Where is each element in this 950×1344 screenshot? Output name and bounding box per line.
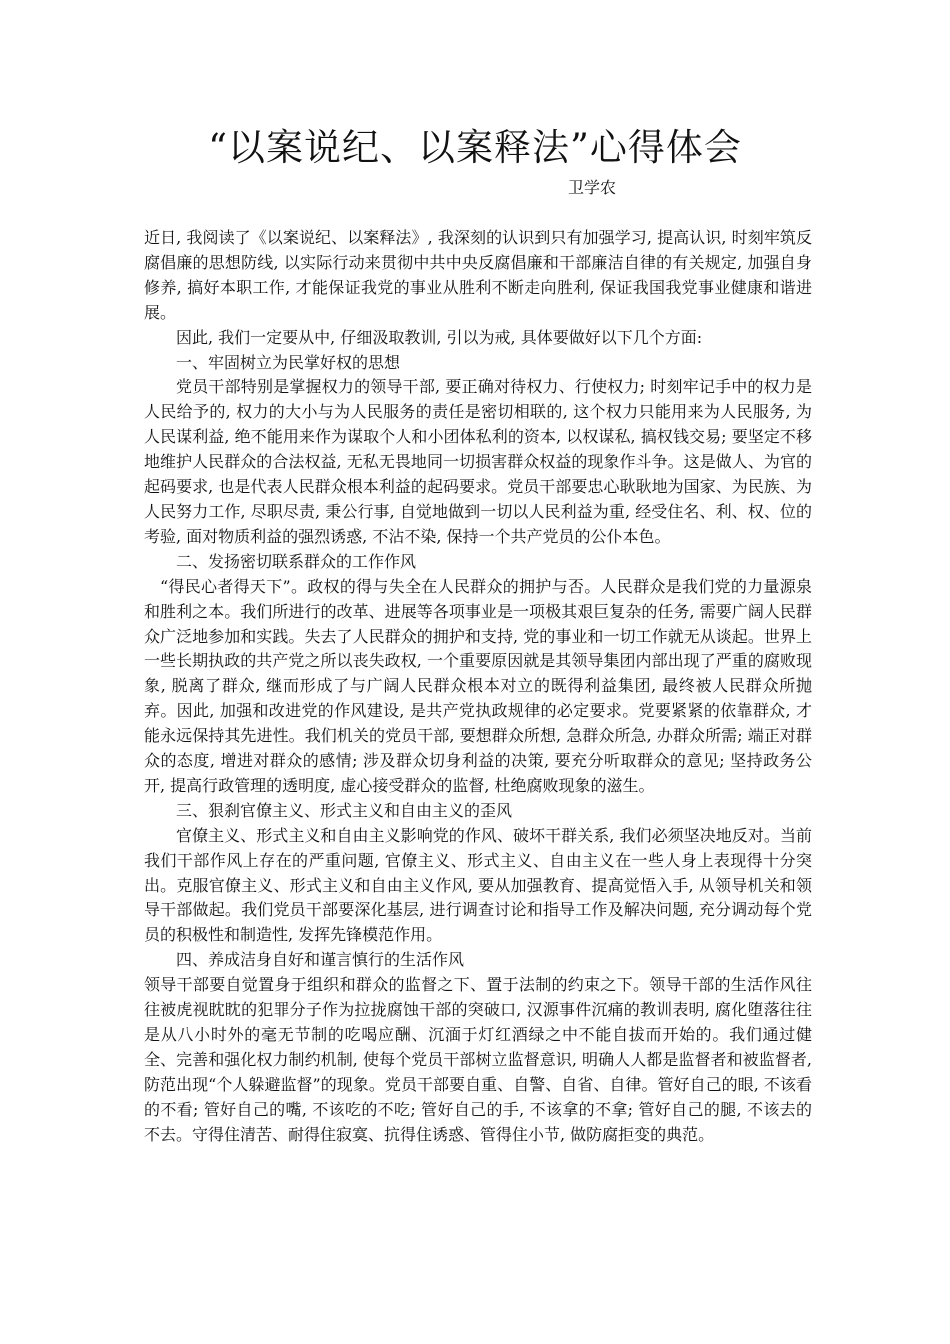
paragraph-section-3: 官僚主义、形式主义和自由主义影响党的作风、破坏干群关系, 我们必须坚决地反对。当前我们干部作风上存在的严重问题, 官僚主义、形式主义、自由主义在一些人身上表现得十分突出。克服官僚主义、形式主义和自由主义作风, 要从加强教育、提高觉悟入手, 从领导机关和领导干部做起。我们党员干部要深化基层, 进行调查讨论和指导工作及解决问题, 充分调动每个党员的积极性和制造性, 发挥先锋模范作用。 xyxy=(144,825,812,945)
paragraph-intro: 近日, 我阅读了《以案说纪、以案释法》, 我深刻的认识到只有加强学习, 提高认识, 时刻牢筑反腐倡廉的思想防线, 以实际行动来贯彻中共中央反腐倡廉和干部廉洁自律的有关规定, 加强自身修养, 搞好本职工作, 才能保证我党的事业从胜利不断走向胜利, 保证我国我党事业健康和谐进展。 xyxy=(144,228,812,322)
paragraph-section-1: 党员干部特别是掌握权力的领导干部, 要正确对待权力、行使权力; 时刻牢记手中的权力是人民给予的, 权力的大小与为人民服务的责任是密切相联的, 这个权力只能用来为人民服务, 为人民谋利益, 绝不能用来作为谋取个人和小团体私利的资本, 以权谋私, 搞权钱交易; 要坚定不移地维护人民群众的合法权益, 无私无畏地同一切损害群众权益的现象作斗争。这是做人、为官的起码要求, 也是代表人民群众根本利益的起码要求。党员干部要忠心耿耿地为国家、为民族、为人民努力工作, 尽职尽责, 秉公行事, 自觉地做到一切以人民利益为重, 经受住名、利、权、位的考验, 面对物质利益的强烈诱惑, 不沾不染, 保持一个共产党员的公仆本色。 xyxy=(144,377,812,546)
section-heading-4: 四、养成洁身自好和谨言慎行的生活作风 xyxy=(176,950,465,970)
paragraph-lead: 因此, 我们一定要从中, 仔细汲取教训, 引以为戒, 具体要做好以下几个方面: xyxy=(176,327,703,347)
section-heading-2: 二、发扬密切联系群众的工作作风 xyxy=(176,551,417,571)
paragraph-section-4: 领导干部要自觉置身于组织和群众的监督之下、置于法制的约束之下。领导干部的生活作风往往被虎视眈眈的犯罪分子作为拉拢腐蚀干部的突破口, 汉源事件沉痛的教训表明, 腐化堕落往往是从八小时外的毫无节制的吃喝应酬、沉湎于灯红酒绿之中不能自拔而开始的。我们通过健全、完善和强化权力制约机制, 使每个党员干部树立监督意识, 明确人人都是监督者和被监督者, 防范出现“个人躲避监督”的现象。党员干部要自重、自警、自省、自律。管好自己的眼, 不该看的不看; 管好自己的嘴, 不该吃的不吃; 管好自己的手, 不该拿的不拿; 管好自己的腿, 不该去的不去。守得住清苦、耐得住寂寞、抗得住诱惑、管得住小节, 做防腐拒变的典范。 xyxy=(144,975,812,1144)
document-author: 卫学农 xyxy=(568,178,617,197)
paragraph-section-2: “得民心者得天下”。政权的得与失全在人民群众的拥护与否。人民群众是我们党的力量源泉和胜利之本。我们所进行的改革、进展等各项事业是一项极其艰巨复杂的任务, 需要广阔人民群众广泛地参加和实践。失去了人民群众的拥护和支持, 党的事业和一切工作就无从谈起。世界上一些长期执政的共产党之所以丧失政权, 一个重要原因就是其领导集团内部出现了严重的腐败现象, 脱离了群众, 继而形成了与广阔人民群众根本对立的既得利益集团, 最终被人民群众所抛弃。因此, 加强和改进党的作风建设, 是共产党执政规律的必定要求。党要紧紧的依靠群众, 才能永远保持其先进性。我们机关的党员干部, 要想群众所想, 急群众所急, 办群众所需; 端正对群众的态度, 增进对群众的感情; 涉及群众切身利益的决策, 要充分听取群众的意见; 坚持政务公开, 提高行政管理的透明度, 虚心接受群众的监督, 杜绝腐败现象的滋生。 xyxy=(144,576,812,795)
document-title: “以案说纪、以案释法”心得体会 xyxy=(208,126,742,169)
section-heading-3: 三、狠刹官僚主义、形式主义和自由主义的歪风 xyxy=(176,800,513,820)
document-body xyxy=(144,226,812,1148)
section-heading-1: 一、牢固树立为民掌好权的思想 xyxy=(176,352,401,372)
